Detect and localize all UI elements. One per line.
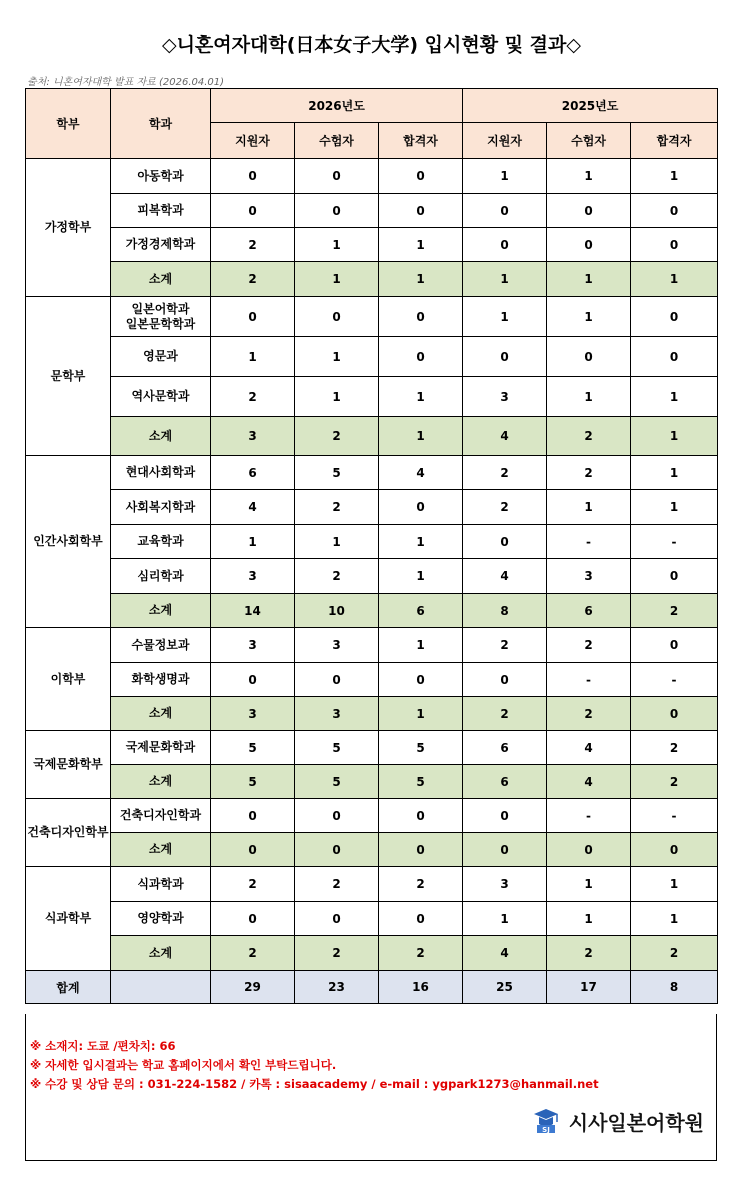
dept-cell: 식과학부 — [26, 867, 111, 971]
value-cell: 1 — [463, 902, 547, 936]
value-cell: 0 — [211, 799, 295, 833]
subtotal-label: 소계 — [111, 417, 211, 456]
value-cell: 0 — [463, 833, 547, 867]
major-cell: 현대사회학과 — [111, 456, 211, 490]
value-cell: 1 — [379, 377, 463, 417]
value-cell: 2 — [295, 559, 379, 594]
header-col: 수험자 — [547, 123, 631, 159]
value-cell: 3 — [211, 559, 295, 594]
value-cell: - — [631, 525, 718, 559]
subtotal-row — [26, 262, 718, 297]
value-cell: 1 — [547, 297, 631, 337]
subtotal-label: 소계 — [111, 833, 211, 867]
table-row — [26, 799, 718, 833]
admission-table — [25, 88, 718, 1004]
value-cell: 1 — [295, 337, 379, 377]
subtotal-label: 소계 — [111, 697, 211, 731]
value-cell: 0 — [211, 902, 295, 936]
value-cell: 2 — [211, 936, 295, 971]
value-cell: 10 — [295, 594, 379, 628]
value-cell: 0 — [379, 159, 463, 194]
value-cell: 0 — [295, 833, 379, 867]
value-cell: 2 — [547, 417, 631, 456]
value-cell: 0 — [547, 228, 631, 262]
value-cell: 2 — [631, 731, 718, 765]
value-cell: 1 — [547, 262, 631, 297]
major-cell: 가정경제학과 — [111, 228, 211, 262]
value-cell: 1 — [631, 902, 718, 936]
value-cell: 2 — [211, 377, 295, 417]
value-cell: 0 — [379, 194, 463, 228]
value-cell: 1 — [631, 867, 718, 902]
total-value-cell: 16 — [379, 971, 463, 1004]
value-cell: 0 — [211, 663, 295, 697]
value-cell: 0 — [379, 902, 463, 936]
value-cell: 6 — [211, 456, 295, 490]
value-cell: 6 — [547, 594, 631, 628]
major-cell: 심리학과 — [111, 559, 211, 594]
value-cell: 1 — [547, 377, 631, 417]
table-row — [26, 159, 718, 194]
subtotal-label: 소계 — [111, 936, 211, 971]
value-cell: 4 — [547, 731, 631, 765]
major-cell: 화학생명과 — [111, 663, 211, 697]
table-row — [26, 297, 718, 337]
value-cell: 6 — [379, 594, 463, 628]
major-cell: 일본어학과 일본문학학과 — [111, 297, 211, 337]
header-col: 수험자 — [295, 123, 379, 159]
value-cell: 0 — [295, 902, 379, 936]
value-cell: 2 — [463, 628, 547, 663]
value-cell: 5 — [379, 765, 463, 799]
value-cell: 1 — [547, 490, 631, 525]
value-cell: 3 — [211, 628, 295, 663]
value-cell: - — [631, 663, 718, 697]
logo-text: 시사일본어학원 — [568, 1110, 704, 1135]
total-label: 합계 — [26, 971, 111, 1004]
value-cell: 5 — [211, 731, 295, 765]
table-row — [26, 337, 718, 377]
value-cell: 1 — [631, 456, 718, 490]
value-cell: 0 — [211, 159, 295, 194]
value-cell: 0 — [463, 228, 547, 262]
value-cell: 8 — [463, 594, 547, 628]
value-cell: 0 — [463, 194, 547, 228]
value-cell: 4 — [463, 559, 547, 594]
value-cell: 5 — [379, 731, 463, 765]
total-row — [26, 971, 718, 1004]
major-cell: 영문과 — [111, 337, 211, 377]
value-cell: 14 — [211, 594, 295, 628]
major-cell: 역사문학과 — [111, 377, 211, 417]
value-cell: 0 — [295, 297, 379, 337]
value-cell: 0 — [631, 194, 718, 228]
value-cell: 2 — [295, 936, 379, 971]
value-cell: 3 — [295, 697, 379, 731]
value-cell: 4 — [211, 490, 295, 525]
value-cell: 0 — [379, 663, 463, 697]
value-cell: 1 — [211, 337, 295, 377]
value-cell: 2 — [631, 594, 718, 628]
value-cell: 0 — [631, 833, 718, 867]
subtotal-row — [26, 765, 718, 799]
table-row — [26, 456, 718, 490]
table-row — [26, 490, 718, 525]
value-cell: 1 — [295, 262, 379, 297]
value-cell: 5 — [295, 765, 379, 799]
table-row — [26, 902, 718, 936]
value-cell: 0 — [631, 559, 718, 594]
graduation-cap-icon — [531, 1106, 561, 1136]
subtotal-row — [26, 833, 718, 867]
value-cell: 2 — [379, 867, 463, 902]
table-row — [26, 731, 718, 765]
total-value-cell: 23 — [295, 971, 379, 1004]
value-cell: 4 — [463, 936, 547, 971]
value-cell: 0 — [547, 194, 631, 228]
header-col: 합격자 — [631, 123, 718, 159]
table-row — [26, 194, 718, 228]
value-cell: 2 — [295, 490, 379, 525]
value-cell: 1 — [379, 262, 463, 297]
value-cell: 5 — [295, 456, 379, 490]
value-cell: 5 — [211, 765, 295, 799]
dept-cell: 이학부 — [26, 628, 111, 731]
major-cell: 교육학과 — [111, 525, 211, 559]
major-cell: 사회복지학과 — [111, 490, 211, 525]
value-cell: 0 — [463, 799, 547, 833]
value-cell: 0 — [211, 297, 295, 337]
value-cell: 1 — [295, 525, 379, 559]
value-cell: 1 — [463, 159, 547, 194]
header-dept: 학부 — [26, 89, 111, 159]
major-cell: 영양학과 — [111, 902, 211, 936]
value-cell: 1 — [547, 902, 631, 936]
value-cell: 2 — [211, 228, 295, 262]
major-cell: 국제문화학과 — [111, 731, 211, 765]
subtotal-row — [26, 594, 718, 628]
total-value-cell: 8 — [631, 971, 718, 1004]
table-body — [26, 159, 718, 1004]
value-cell: 1 — [547, 867, 631, 902]
major-cell: 아동학과 — [111, 159, 211, 194]
value-cell: 1 — [295, 377, 379, 417]
value-cell: 6 — [463, 765, 547, 799]
total-value-cell: 29 — [211, 971, 295, 1004]
value-cell: 0 — [631, 297, 718, 337]
dept-cell: 건축디자인학부 — [26, 799, 111, 867]
value-cell: 3 — [211, 417, 295, 456]
value-cell: 3 — [463, 867, 547, 902]
value-cell: - — [547, 525, 631, 559]
table-row — [26, 377, 718, 417]
table-row — [26, 559, 718, 594]
value-cell: 2 — [547, 936, 631, 971]
value-cell: 3 — [463, 377, 547, 417]
major-cell: 건축디자인학과 — [111, 799, 211, 833]
value-cell: - — [547, 799, 631, 833]
value-cell: 0 — [295, 663, 379, 697]
value-cell: 0 — [463, 525, 547, 559]
value-cell: 1 — [379, 525, 463, 559]
value-cell: 2 — [379, 936, 463, 971]
header-year-2026: 2026년도 — [211, 89, 463, 123]
note-location: ※ 소재지: 도쿄 /편차치: 66 — [30, 1039, 176, 1053]
value-cell: 0 — [631, 228, 718, 262]
value-cell: 0 — [295, 799, 379, 833]
value-cell: 4 — [463, 417, 547, 456]
academy-logo — [531, 1106, 704, 1136]
total-value-cell: 17 — [547, 971, 631, 1004]
value-cell: 3 — [211, 697, 295, 731]
value-cell: 2 — [547, 628, 631, 663]
header-col: 지원자 — [211, 123, 295, 159]
value-cell: 1 — [631, 262, 718, 297]
value-cell: 0 — [631, 697, 718, 731]
value-cell: 2 — [631, 765, 718, 799]
value-cell: 3 — [547, 559, 631, 594]
subtotal-label: 소계 — [111, 765, 211, 799]
table-row — [26, 228, 718, 262]
value-cell: 1 — [631, 377, 718, 417]
value-cell: 1 — [631, 490, 718, 525]
value-cell: 1 — [463, 262, 547, 297]
value-cell: 1 — [379, 559, 463, 594]
table-row — [26, 525, 718, 559]
value-cell: 1 — [379, 697, 463, 731]
value-cell: 1 — [211, 525, 295, 559]
value-cell: 2 — [211, 262, 295, 297]
value-cell: 0 — [631, 337, 718, 377]
value-cell: 2 — [463, 456, 547, 490]
value-cell: - — [631, 799, 718, 833]
subtotal-label: 소계 — [111, 262, 211, 297]
page-title: ◇니혼여자대학(日本女子大学) 입시현황 및 결과◇ — [161, 34, 582, 56]
dept-cell: 가정학부 — [26, 159, 111, 297]
source-note: 출처: 니혼여자대학 발표 자료 (2026.04.01) — [27, 77, 225, 88]
value-cell: 2 — [547, 456, 631, 490]
value-cell: 0 — [295, 159, 379, 194]
value-cell: 0 — [379, 490, 463, 525]
note-contact: ※ 수강 및 상담 문의 : 031-224-1582 / 카톡 : sisaacademy / e-mail : ygpark1273@hanmail.net — [30, 1077, 599, 1091]
value-cell: 1 — [547, 159, 631, 194]
value-cell: 1 — [295, 228, 379, 262]
major-cell: 수물정보과 — [111, 628, 211, 663]
footer-box — [25, 1014, 717, 1161]
value-cell: 1 — [631, 159, 718, 194]
total-value-cell: 25 — [463, 971, 547, 1004]
value-cell: 0 — [379, 337, 463, 377]
dept-cell: 인간사회학부 — [26, 456, 111, 628]
value-cell: 1 — [379, 417, 463, 456]
dept-cell: 문학부 — [26, 297, 111, 456]
subtotal-row — [26, 936, 718, 971]
value-cell: 0 — [295, 194, 379, 228]
value-cell: 0 — [631, 628, 718, 663]
major-cell: 식과학과 — [111, 867, 211, 902]
header-year-2025: 2025년도 — [463, 89, 718, 123]
value-cell: 3 — [295, 628, 379, 663]
note-website: ※ 자세한 입시결과는 학교 홈페이지에서 확인 부탁드립니다. — [30, 1058, 337, 1072]
table-row — [26, 867, 718, 902]
table-row — [26, 628, 718, 663]
value-cell: 2 — [295, 417, 379, 456]
dept-cell: 국제문화학부 — [26, 731, 111, 799]
value-cell: 6 — [463, 731, 547, 765]
value-cell: 2 — [211, 867, 295, 902]
total-empty-cell — [111, 971, 211, 1004]
value-cell: 0 — [211, 194, 295, 228]
value-cell: 2 — [631, 936, 718, 971]
value-cell: 2 — [295, 867, 379, 902]
value-cell: 1 — [379, 628, 463, 663]
table-row — [26, 663, 718, 697]
header-col: 합격자 — [379, 123, 463, 159]
value-cell: 1 — [379, 228, 463, 262]
value-cell: 0 — [463, 337, 547, 377]
value-cell: 4 — [379, 456, 463, 490]
value-cell: 2 — [463, 697, 547, 731]
value-cell: 2 — [547, 697, 631, 731]
value-cell: 5 — [295, 731, 379, 765]
header-major: 학과 — [111, 89, 211, 159]
subtotal-row — [26, 697, 718, 731]
value-cell: 0 — [379, 833, 463, 867]
value-cell: 2 — [463, 490, 547, 525]
value-cell: 0 — [547, 337, 631, 377]
value-cell: 1 — [631, 417, 718, 456]
svg-text:SJ: SJ — [541, 1126, 550, 1134]
subtotal-label: 소계 — [111, 594, 211, 628]
value-cell: 0 — [463, 663, 547, 697]
value-cell: - — [547, 663, 631, 697]
value-cell: 0 — [547, 833, 631, 867]
major-cell: 피복학과 — [111, 194, 211, 228]
value-cell: 0 — [379, 799, 463, 833]
value-cell: 0 — [211, 833, 295, 867]
subtotal-row — [26, 417, 718, 456]
value-cell: 1 — [463, 297, 547, 337]
header-col: 지원자 — [463, 123, 547, 159]
value-cell: 4 — [547, 765, 631, 799]
value-cell: 0 — [379, 297, 463, 337]
